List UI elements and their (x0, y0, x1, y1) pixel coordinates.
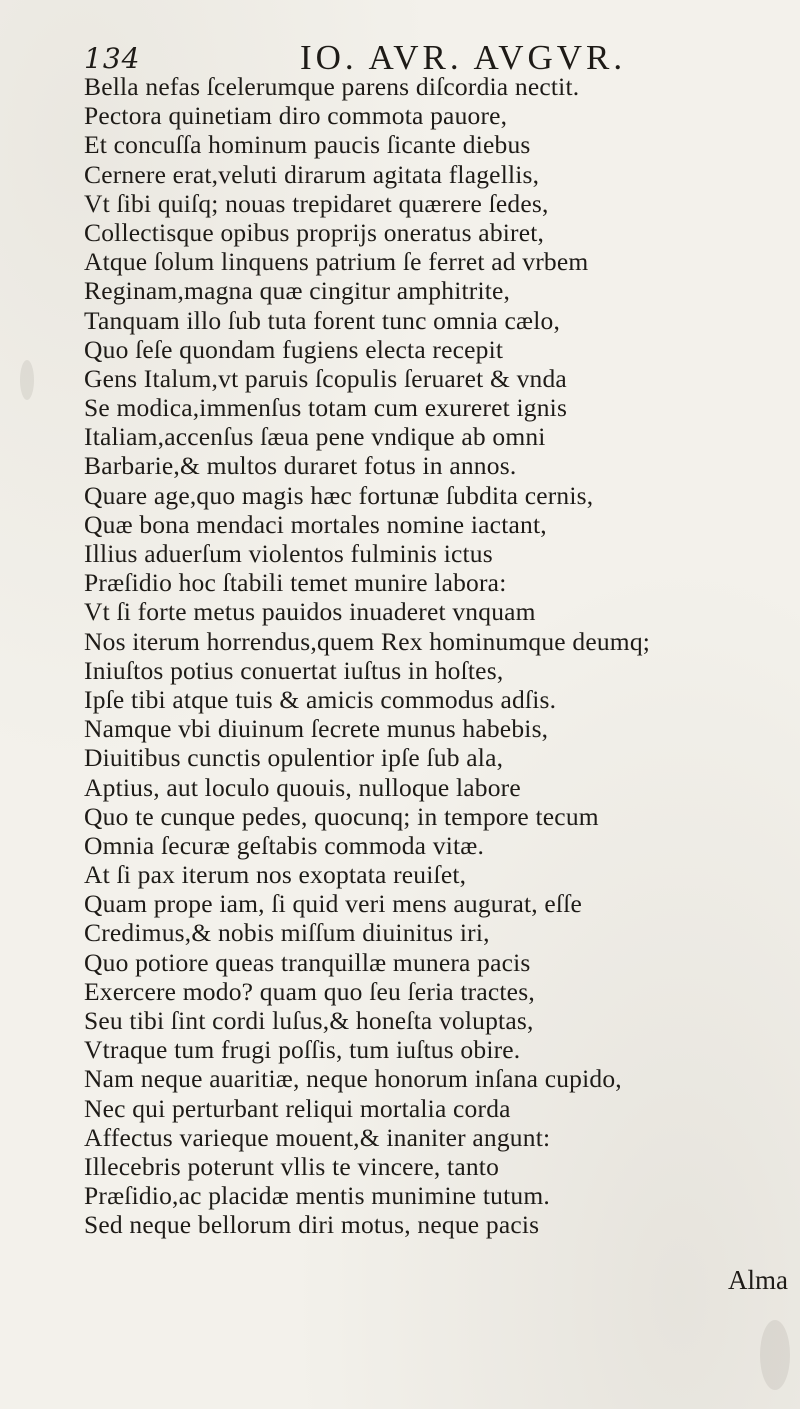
verse-line: Quam prope iam, ſi quid veri mens augurat, eſſe (84, 889, 583, 919)
verse-line: Bella nefas ſcelerumque parens diſcordia nectit. (84, 72, 580, 101)
catchword: Alma (728, 1265, 788, 1295)
verse-line: Sed neque bellorum diri motus, neque pacis (84, 1210, 540, 1240)
verse-line: Vt ſi forte metus pauidos inuaderet vnquam (84, 597, 536, 627)
verse-line: Nam neque auaritiæ, neque honorum inſana cupido, (84, 1064, 622, 1094)
verse-line: Illecebris poterunt vllis te vincere, tanto (84, 1151, 500, 1181)
verse-line: Tanquam illo ſub tuta forent tunc omnia cælo, (84, 305, 561, 335)
verse-line: Nec qui perturbant reliqui mortalia corda (84, 1093, 511, 1123)
verse-line: Vtraque tum frugi poſſis, tum iuſtus obire. (84, 1035, 521, 1065)
verse-line: Cernere erat,veluti dirarum agitata flagellis, (84, 159, 540, 189)
verse-line: Collectisque opibus proprijs oneratus abiret, (84, 217, 545, 247)
verse-line: Præſidio hoc ſtabili temet munire labora: (84, 568, 507, 598)
verse-line: Nos iterum horrendus,quem Rex hominumque deumq; (84, 626, 651, 656)
verse-line: Se modica,immenſus totam cum exureret ignis (84, 393, 568, 423)
verse-line: Affectus varieque mouent,& inaniter angunt: (84, 1122, 551, 1152)
running-head: IO. AVR. AVGVR. (300, 38, 627, 77)
verse-line: Omnia ſecuræ geſtabis commoda vitæ. (84, 830, 485, 860)
ink-smudge (760, 1320, 790, 1390)
verse-line: Ipſe tibi atque tuis & amicis commodus adſis. (84, 684, 557, 714)
verse-line: Præſidio,ac placidæ mentis munimine tutum. (84, 1181, 550, 1211)
verse-line: Vt ſibi quiſq; nouas trepidaret quærere ſedes, (84, 188, 549, 218)
verse-line: Seu tibi ſint cordi luſus,& honeſta voluptas, (84, 1006, 534, 1035)
page-header (0, 20, 800, 77)
verse-line: Quare age,quo magis hæc fortunæ ſubdita cernis, (84, 480, 594, 510)
ink-smudge (20, 360, 34, 400)
verse-line: Pectora quinetiam diro commota pauore, (84, 101, 508, 131)
verse-line: Et concuſſa hominum paucis ſicante diebus (84, 130, 531, 160)
page-number: 134 (84, 42, 141, 75)
verse-line: Illius aduerſum violentos fulminis ictus (84, 539, 493, 568)
verse-line: At ſi pax iterum nos exoptata reuiſet, (84, 860, 467, 890)
verse-line: Quæ bona mendaci mortales nomine iactant, (84, 509, 547, 539)
verse-line: Aptius, aut loculo quouis, nulloque labore (84, 772, 521, 802)
verse-line: Quo ſeſe quondam fugiens electa recepit (84, 334, 504, 364)
poem-text (84, 72, 784, 1240)
verse-line: Exercere modo? quam quo ſeu ſeria tractes, (84, 976, 535, 1006)
verse-line: Quo te cunque pedes, quocunq; in tempore tecum (84, 801, 599, 831)
verse-line: Iniuſtos potius conuertat iuſtus in hoſtes, (84, 655, 504, 685)
verse-line: Italiam,accenſus ſæua pene vndique ab omni (84, 422, 546, 452)
verse-line: Diuitibus cunctis opulentior ipſe ſub ala, (84, 743, 504, 773)
verse-line: Barbarie,& multos duraret fotus in annos. (84, 451, 517, 481)
verse-line: Atque ſolum linquens patrium ſe ferret ad vrbem (84, 247, 589, 277)
verse-line: Reginam,magna quæ cingitur amphitrite, (84, 276, 511, 306)
verse-line: Quo potiore queas tranquillæ munera pacis (84, 947, 531, 977)
verse-line: Namque vbi diuinum ſecrete munus habebis, (84, 714, 549, 744)
verse-line: Credimus,& nobis miſſum diuinitus iri, (84, 918, 490, 948)
verse-line: Gens Italum,vt paruis ſcopulis ſeruaret & vnda (84, 363, 567, 393)
